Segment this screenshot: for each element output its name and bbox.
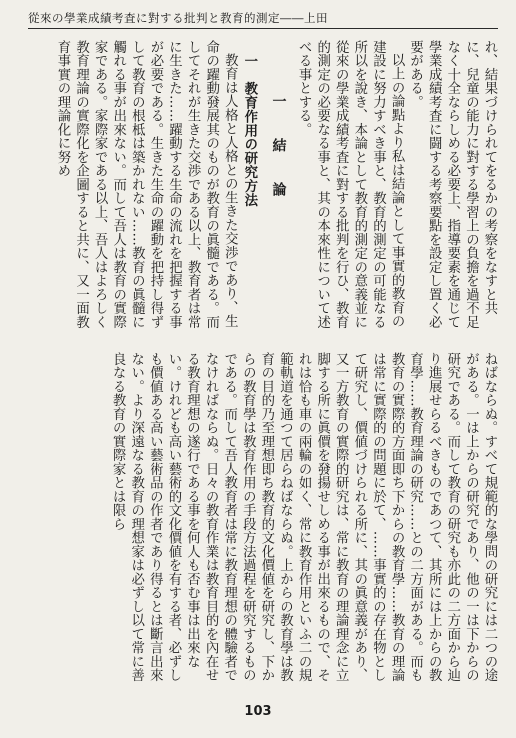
page-number: 103 bbox=[244, 704, 272, 719]
section-heading: 一 結 論 bbox=[270, 94, 287, 204]
paragraph-conclusion-intro: れ、結果づけられてをるかの考察をなすと共に、兒童の能力に對する學習上の負擔を過不足なく十全ならしめる必要上、指導要素を通じて學業成績考査に闘する考察要點を設定し置く必要がある。 bbox=[407, 40, 497, 329]
top-text-column bbox=[28, 40, 498, 336]
running-header: 從來の學業成績考査に對する批判と教育的測定――上田 bbox=[28, 10, 498, 29]
paragraph-education-method: 教育は人格と人格との生きた交渉であり、生命の躍動發展其のものが教育の眞髓である。而してそれが生きた交渉である以上、教育者は常に生きた……躍動する生命の流れを把握する事が必要である。生きた生命の躍動を把持し得ずして教育の根柢は築かれない……教育の眞髓に觸れる事が出來ない。而して吾人は教育の實際家である。家際家である以上、吾人はよろしく教育理論の實際化を企圖すると共に、又一面教育事實の理論化に努め bbox=[54, 40, 238, 329]
paragraph-research-paths: ねばならぬ。すべて規範的な學問の研究には二つの途がある。一は上からの研究であり、他の一は下からの研究である。而して教育の研究も亦此の二方面から辿り進展せらるべきものであつて、其所には上からの教育學……教育理論の研究……との二方面がある。而も教育の實際的方面即ち下からの教育學……教育の理論は常に實際的の問題に於て、……事實的の存在物として研究し、價値づけられる所に、其の眞意義があり、又一方教育の實際的研究は、常に教育の理論理念に立脚する所に眞價を發揚せしめる事が出來るもので、それは恰も車の兩輪の如く、常に教育作用といふ二の規範軌道を通つて居らねばならぬ。上からの教育學は教育の目的乃至理想即ち教育的文化價値を研究し、下からの教育學は教育作用の手段方法過程を研究するものである。而して吾人教育者は常に教育理想の體驗者でなければならぬ。日々の教育作業は教育目的を內在せる教育理想の遂行である事を何人も否む事は出來ない。けれども高い藝術的文化價値を有する者、必ずしも價値ある高い藝術品の作者であり得るとは斷言出來ない。より深遠なる教育の理想家は必ずし以て常に善良なる教育の實際家とは限ら bbox=[110, 352, 497, 682]
bottom-text-column bbox=[28, 352, 498, 690]
paragraph-thesis: 以上の論點より私は結論として事實的教育の建設に努力すべき事と、教育的測定の可能なる所以を說き、本論として教育的測定の意義並に從來の學業成績考査に對する批判を行ひ、教育的測定の必要なる事と、其の本來性について述べる事とする。 bbox=[296, 40, 405, 329]
subsection-heading: 一 教育作用の研究方法 bbox=[241, 54, 258, 207]
